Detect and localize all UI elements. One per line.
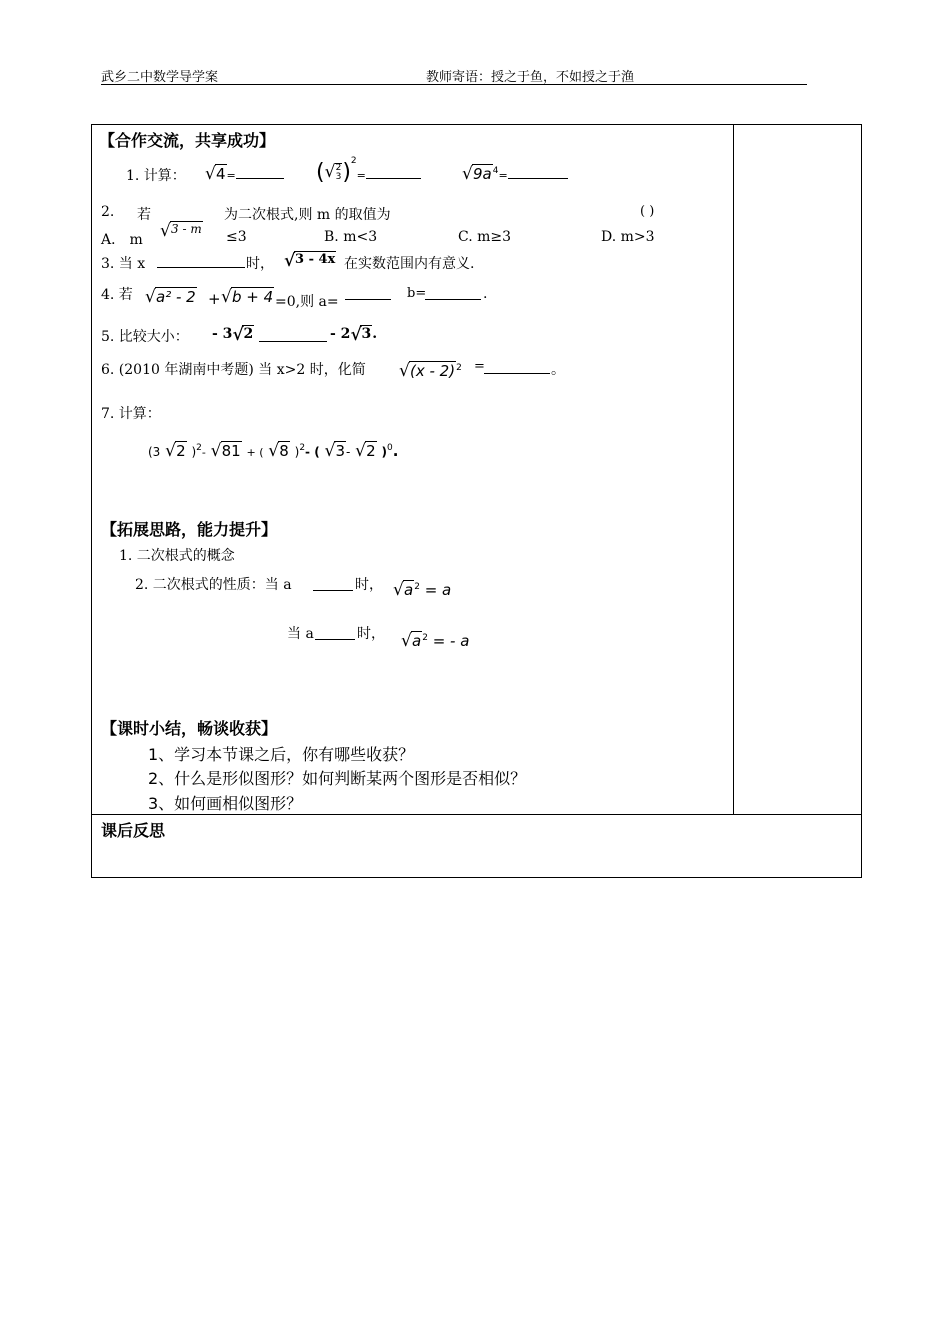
q4-blank-b[interactable]: [425, 285, 481, 304]
q7-radicand-5: 2: [366, 442, 376, 460]
q1-blank-3[interactable]: [508, 166, 568, 179]
q1-blank-2[interactable]: [366, 166, 421, 179]
q4-end: .: [483, 286, 488, 302]
extend-item-3-mid: 时，: [357, 626, 385, 642]
q7-p3-exp: 2: [299, 443, 306, 453]
section-summary-title: 【课时小结，畅谈收获】: [101, 719, 278, 738]
q6-blank[interactable]: [484, 359, 550, 378]
q4-b-label: b=: [407, 286, 427, 301]
q2-option-c: C. m≥3: [458, 229, 512, 245]
q4-radicand-1: a² - 2: [156, 288, 196, 306]
q1-frac-num: 2: [335, 163, 342, 173]
q1-eq-1: =: [226, 169, 236, 182]
q2-option-b: B. m<3: [324, 229, 378, 245]
q5-left-coef: - 3: [212, 326, 233, 342]
q5-right-radicand: 3: [361, 326, 372, 342]
summary-item-1: 1、学习本节课之后，你有哪些收获？: [148, 745, 415, 764]
q5-left-radicand: 2: [243, 326, 254, 342]
extend-item-3-formula: √ $a^2$ = - a: [401, 632, 469, 650]
q3-mid: 时，: [246, 256, 274, 272]
section-extend-title: 【拓展思路，能力提升】: [101, 520, 278, 539]
table-row-divider: [91, 814, 862, 815]
q2-label: 2.: [101, 204, 115, 220]
reflection-area[interactable]: [95, 840, 858, 874]
q2-expr: [160, 222, 203, 236]
header-left: 武乡二中数学导学案: [101, 70, 219, 85]
q7-p4: ): [381, 445, 387, 459]
extend-item-2-formula: √ $a^2 = a$: [393, 581, 451, 599]
q1-blank-1[interactable]: [236, 166, 284, 179]
q1-radicand-3: 9a: [473, 165, 492, 183]
q1-label: 1. 计算：: [126, 168, 186, 184]
q2-option-a-rel: ≤3: [226, 229, 247, 245]
q2-option-d: D. m>3: [601, 229, 655, 245]
q4-radicand-2: b + 4: [232, 288, 274, 306]
extend-item-3-pre: 当 a: [287, 626, 314, 642]
q7-p1: (3: [148, 445, 161, 459]
q5-label: 5. 比较大小：: [101, 329, 189, 345]
q4-plus: +: [208, 290, 221, 308]
q7-radicand-2: 81: [221, 442, 241, 460]
q3-label: 3. 当 x: [101, 256, 146, 272]
extend-item-2-pre: 2. 二次根式的性质：当 a: [135, 577, 292, 593]
q4-label: 4. 若: [101, 287, 133, 303]
q1-expr-3: √ $9a^4=$: [462, 165, 568, 183]
q7-label: 7. 计算：: [101, 406, 161, 422]
q5-end: .: [372, 326, 378, 342]
q4-expr-2: [221, 288, 274, 306]
extend-item-2-blank[interactable]: [313, 576, 353, 595]
q7-minus-3: -: [346, 445, 351, 459]
q7-plus: + (: [246, 446, 264, 459]
section-cooperate-title: 【合作交流，共享成功】: [99, 131, 276, 150]
q5-right-coef: - 2: [330, 326, 351, 342]
q1-radicand-1: 4: [216, 165, 226, 183]
q7-p2: ): [191, 445, 197, 459]
q1-eq-3: =: [498, 169, 508, 182]
q1-frac-den: 3: [335, 172, 342, 182]
table-column-divider: [733, 124, 734, 814]
q4-expr-1: [145, 288, 197, 306]
q3-tail: 在实数范围内有意义.: [344, 256, 475, 272]
q3-radicand: 3 - 4x: [295, 252, 336, 267]
extend-item-3-radicand: a: [412, 632, 422, 650]
header-rule: [101, 84, 807, 85]
reflection-title: 课后反思: [101, 821, 166, 840]
extend-item-3-result: = - a: [432, 632, 470, 650]
header-right: 教师寄语：授之于鱼，不如授之于渔: [426, 70, 635, 85]
q1-expr-1: [205, 165, 284, 183]
extend-item-2-mid: 时，: [355, 577, 383, 593]
q2-radicand: 3 - m: [171, 222, 202, 236]
q4-blank-a[interactable]: [345, 285, 391, 304]
q5-right: [330, 326, 377, 342]
q4-mid: =0,则 a=: [275, 294, 339, 310]
q2-option-a: A． m: [101, 232, 143, 248]
q1-eq-2: =: [356, 169, 366, 182]
q5-left: [212, 326, 254, 342]
extend-item-2-radicand: a: [404, 581, 414, 599]
summary-item-2: 2、什么是形似图形？如何判断某两个图形是否相似？: [148, 769, 527, 788]
q2-text: 为二次根式,则 m 的取值为: [224, 207, 391, 223]
q6-label: 6. (2010 年湖南中考题) 当 x>2 时，化简: [101, 362, 366, 378]
q5-blank[interactable]: [259, 327, 327, 346]
q7-minus-2: - (: [305, 445, 320, 459]
q7-p4-exp: 0: [386, 443, 393, 453]
q3-blank[interactable]: [157, 253, 245, 272]
q7-end: .: [392, 442, 399, 460]
extend-item-3-blank[interactable]: [315, 625, 355, 644]
q2-answer-paren[interactable]: ( ): [640, 204, 655, 219]
q1-expr-2: (√ 2 3)$^2$=: [316, 160, 421, 185]
q7-minus-1: -: [201, 446, 206, 459]
q7-radicand-4: 3: [335, 442, 346, 460]
q2-if: 若: [137, 207, 151, 223]
q7-p3: ): [294, 445, 300, 459]
extend-item-2-result: = a: [424, 581, 452, 599]
q6-end: 。: [551, 362, 565, 378]
q7-radicand-1: 2: [176, 442, 186, 460]
q3-expr: [284, 252, 336, 267]
summary-item-3: 3、如何画相似图形？: [148, 794, 303, 813]
q6-radicand: (x - 2): [410, 362, 456, 380]
q7-p2-exp: 2: [196, 443, 202, 453]
q7-expr: [148, 442, 398, 460]
extend-item-1: 1. 二次根式的概念: [119, 548, 235, 564]
q7-radicand-3: 8: [279, 442, 289, 460]
q6-eq: =: [474, 359, 485, 374]
q6-expr: √ (x - 2)$^2$: [399, 362, 462, 380]
